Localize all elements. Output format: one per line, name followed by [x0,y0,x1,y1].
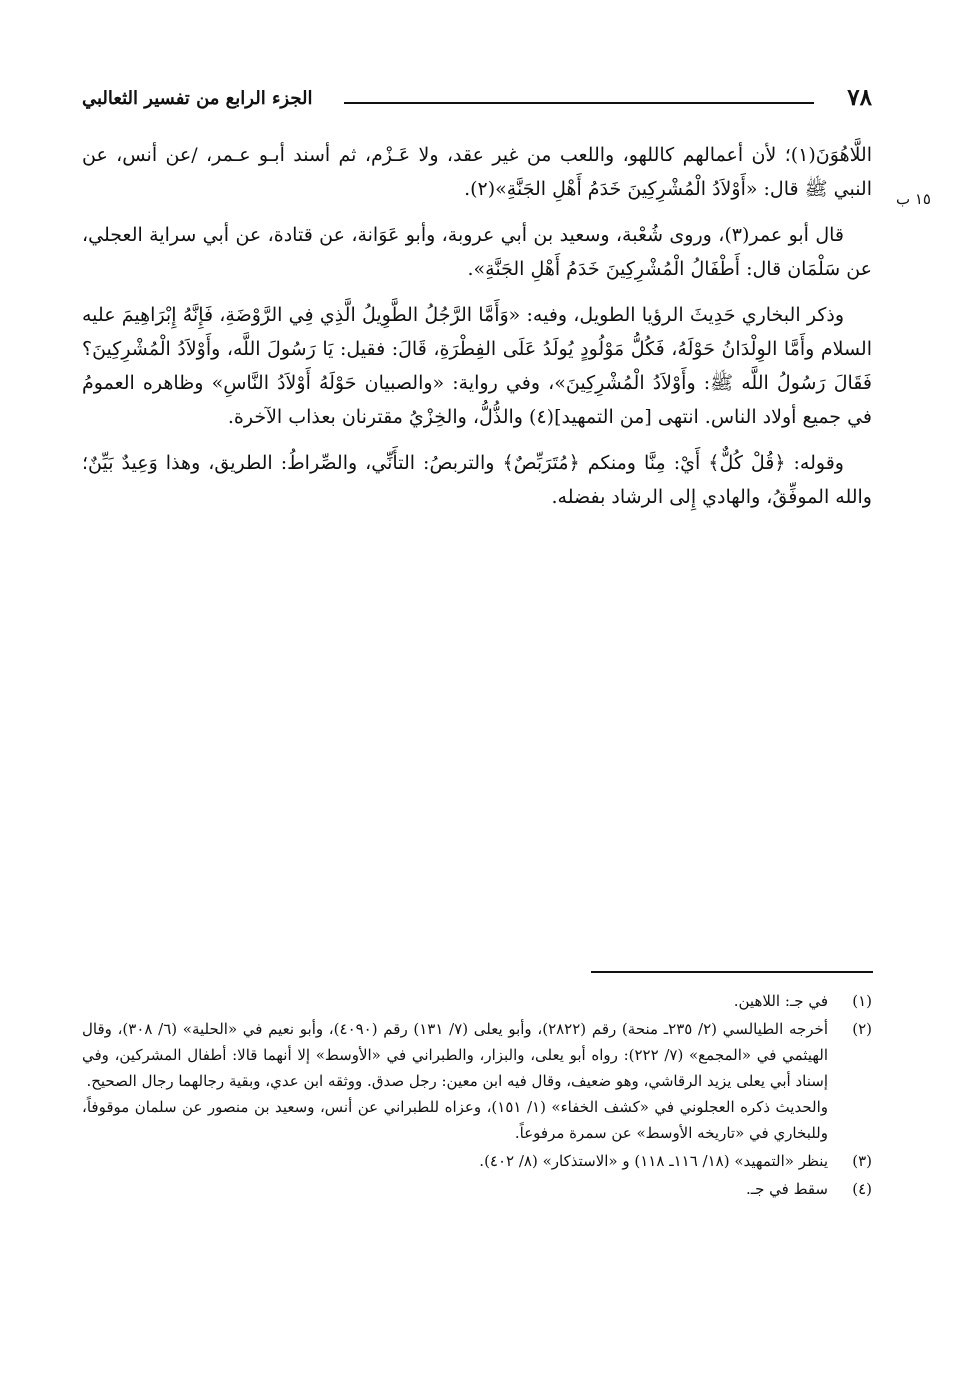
footnote-separator [591,971,873,973]
footnote-number: (٤) [852,1180,872,1198]
footnote-line: في جـ: اللاهين. [733,992,828,1010]
footnote [82,1176,872,1202]
paragraph: وقوله: ﴿قُلْ كُلٌّ﴾ أَيْ: مِنَّا ومنكم ﴿مُتَرَبِّصٌ﴾ والتربصُ: التأَنِّي، والصِّراطُ: الطريق، وهذا وَعِيدٌ بَيِّنٌ؛ والله الموفِّقُ، والهادي إِلى الرشاد بفضله. [82,452,872,508]
footnote-number: (٢) [852,1020,872,1038]
header-rule [344,102,814,104]
footnote-number: (٣) [852,1152,872,1170]
footnote-line: ينظر «التمهيد» (١٨/ ١١٦ـ ١١٨) و «الاستذكار» (٨/ ٤٠٢). [479,1152,828,1170]
footnote-line: سقط في جـ. [745,1180,828,1198]
footnote-line: أخرجه الطيالسي (٢/ ٢٣٥ـ منحة) رقم (٢٨٢٢)، وأبو يعلى (٧/ ١٣١) رقم (٤٠٩٠)، وأبو نعيم في «الحلية» (٦/ ٣٠٨)، وقال الهيثمي في «المجمع» (٧/ ٢٢٢): رواه أبو يعلى، والبزار، والطبراني في «الأوسط» إلا أنهما قالا: أطفال المشركين، وفي إسناد أبي يعلى يزيد الرقاشي، وهو ضعيف، وقال فيه ابن معين: رجل صدق. ووثقه ابن عدي، وبقية رجالهما رجال الصحيح. [82,1020,828,1090]
footnote-number: (١) [852,992,872,1010]
footnote-text [82,988,828,1014]
paragraph: قال أبو عمر(٣)، وروى شُعْبة، وسعيد بن أبي عروبة، وأبو عَوَانة، عن قتادة، عن أبي سراية العجلي، عن سَلْمَان قال: أَطْفَالُ الْمُشْرِكِينَ خَدَمُ أَهْلِ الجَنَّةِ». [82,224,872,280]
footnote-text [82,1176,828,1202]
main-text [82,138,872,526]
footnote-text [82,1016,828,1146]
page-number: ٧٨ [847,84,872,111]
footnote-text [82,1148,828,1174]
page-header [82,84,872,124]
margin-folio-note: ١٥ ب [895,190,931,208]
paragraph: وذكر البخاري حَدِيثَ الرؤيا الطويل، وفيه: «وَأَمَّا الرَّجُلُ الطَّوِيلُ الَّذِي فِي الرَّوْضَةِ، فَإِنَّهُ إِبْرَاهِيمَ عليه السلام وأَمَّا الوِلْدَانُ حَوْلَهُ، فَكُلُّ مَوْلُودٍ يُولَدُ عَلَى الفِطْرَةِ، قَالَ: فقيل: يَا رَسُولَ اللَّه، وأَوْلاَدُ الْمُشْرِكِينَ؟ فَقَالَ رَسُولُ اللَّه ﷺ: وأَوْلاَدُ الْمُشْرِكِينَ»، وفي رواية: «والصبيان حَوْلَهُ أَوْلاَدُ النَّاسِ» وظاهره العمومُ في جميع أولاد الناس. انتهى [من التمهيد](٤) والذُّلُّ، والخِزْيُ مقترنان بعذاب الآخرة. [82,304,872,428]
footnotes [82,988,872,1204]
footnote [82,1016,872,1146]
running-title: الجزء الرابع من تفسير الثعالبي [82,88,313,109]
footnote [82,1148,872,1174]
footnote-line: والحديث ذكره العجلوني في «كشف الخفاء» (١/ ١٥١)، وعزاه للطبراني عن أنس، وسعيد بن منصور عن سلمان موقوفاً، وللبخاري في «تاريخه الأوسط» عن سمرة مرفوعاً. [82,1098,828,1142]
footnote [82,988,872,1014]
paragraph: اللَّاهُوَنَ(١)؛ لأن أعمالهم كاللهو، واللعب من غير عقد، ولا عَـزْم، ثم أسند أبـو عـمر، /عن أنس، عن النبي ﷺ قال: «أَوْلاَدُ الْمُشْرِكِينَ خَدَمُ أَهْلِ الجَنَّةِ»(٢). [82,144,872,200]
